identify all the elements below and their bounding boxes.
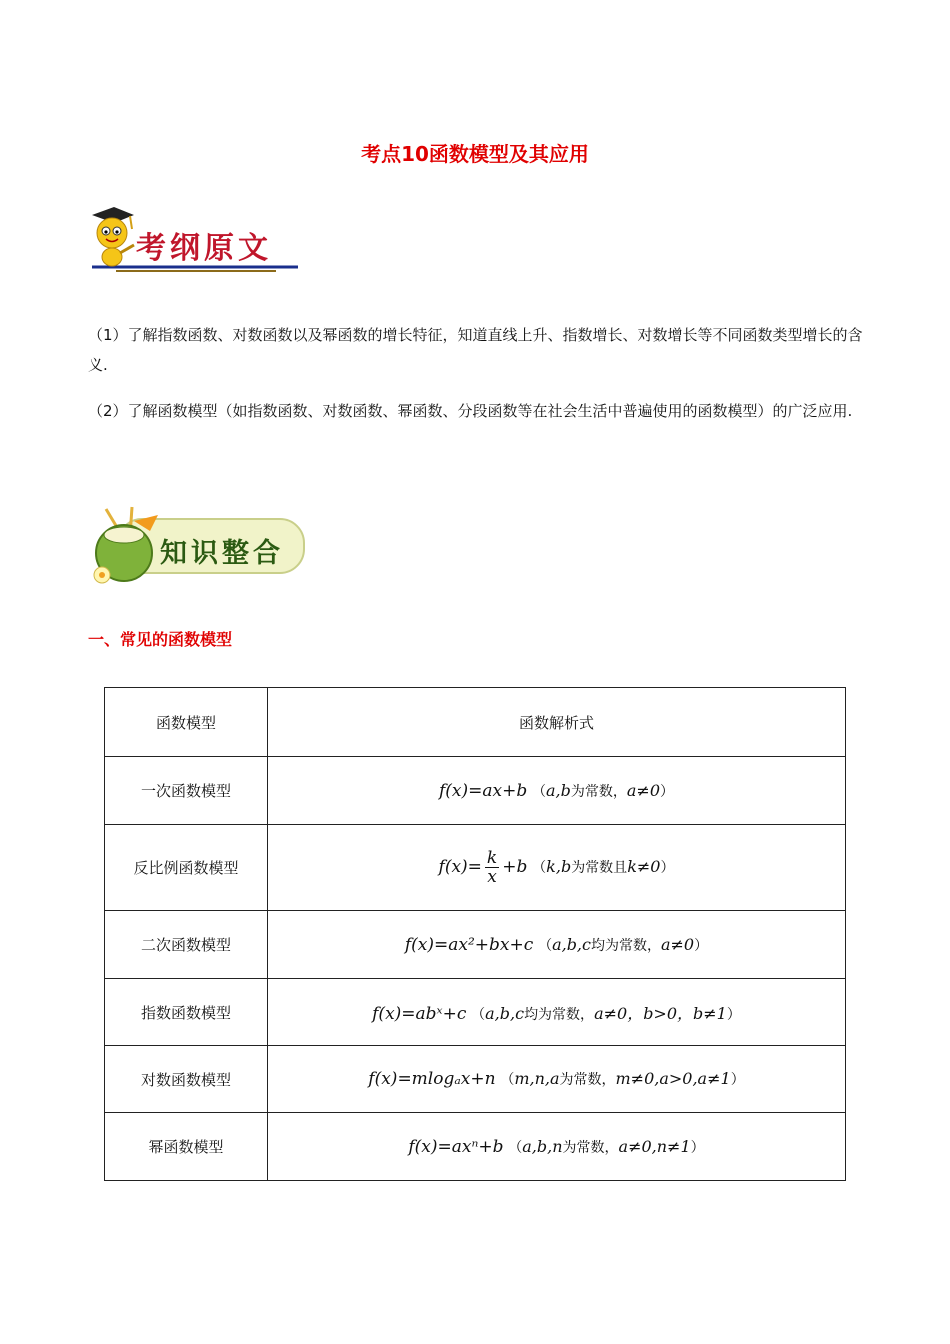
condition: （k,b为常数且k≠0） [532, 857, 675, 876]
model-name: 二次函数模型 [105, 911, 268, 979]
model-formula-cell [268, 979, 846, 1046]
header-model: 函数模型 [105, 688, 268, 757]
table-row [105, 911, 846, 979]
model-formula-cell [268, 1113, 846, 1181]
formula: f(x)=ax²+bx+c [404, 934, 534, 955]
model-name: 一次函数模型 [105, 757, 268, 825]
model-name: 幂函数模型 [105, 1113, 268, 1181]
condition: （a,b,c均为常数，a≠0） [538, 934, 709, 954]
formula: f(x)=mlogₐx+n [368, 1069, 496, 1089]
syllabus-item-2: （2）了解函数模型（如指数函数、对数函数、幂函数、分段函数等在社会生活中普遍使用的函数模型）的广泛应用. [88, 402, 853, 420]
page-title: 考点10函数模型及其应用 [361, 142, 589, 166]
banner-knowledge-label: 知识整合 [160, 538, 284, 569]
model-name: 反比例函数模型 [105, 825, 268, 911]
table-row [105, 979, 846, 1046]
formula: f(x)=axⁿ+b [408, 1136, 504, 1157]
model-formula-cell [268, 757, 846, 825]
model-formula-cell [268, 1046, 846, 1113]
model-formula-cell [268, 911, 846, 979]
condition: （a,b,c均为常数，a≠0，b>0，b≠1） [471, 1003, 741, 1023]
syllabus-banner [86, 205, 301, 275]
model-formula-cell [268, 825, 846, 911]
table-row [105, 757, 846, 825]
condition: （a,b为常数，a≠0） [532, 780, 675, 800]
formula: f(x)=abˣ+c [372, 1003, 467, 1024]
header-formula: 函数解析式 [268, 688, 846, 757]
condition: （a,b,n为常数，a≠0,n≠1） [508, 1136, 705, 1156]
condition: （m,n,a为常数，m≠0,a>0,a≠1） [500, 1069, 745, 1088]
table-row [105, 825, 846, 911]
table-row [105, 1046, 846, 1113]
model-name: 指数函数模型 [105, 979, 268, 1046]
model-name: 对数函数模型 [105, 1046, 268, 1113]
function-models-table [104, 687, 846, 1181]
syllabus-item-1: （1）了解指数函数、对数函数以及幂函数的增长特征，知道直线上升、指数增长、对数增长等不同函数类型增长的含义. [88, 326, 863, 374]
table-header-row [105, 688, 846, 757]
table-row [105, 1113, 846, 1181]
formula: f(x)= $\frac{k}{x}$ +b [438, 848, 528, 887]
knowledge-banner [88, 505, 308, 587]
formula: f(x)=ax+b [438, 780, 528, 801]
banner-syllabus-label: 考纲原文 [136, 231, 272, 266]
fraction: $\frac{k}{x}$ [486, 848, 498, 887]
section-heading: 一、常见的函数模型 [88, 630, 233, 649]
